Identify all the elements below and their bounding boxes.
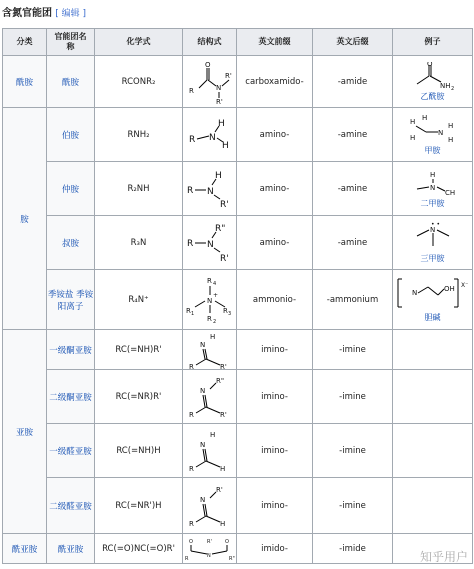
svg-text:H: H xyxy=(209,430,215,439)
svg-text:R': R' xyxy=(215,97,223,104)
group-link[interactable]: 二级酮亚胺 xyxy=(49,392,92,403)
svg-text:N: N xyxy=(437,128,443,137)
col-header: 例子 xyxy=(393,29,473,56)
svg-text:R: R xyxy=(185,306,191,315)
class-link[interactable]: 胺 xyxy=(20,214,29,225)
svg-text:O: O xyxy=(224,538,229,545)
col-header: 官能团名称 xyxy=(47,29,95,56)
structure-cell xyxy=(183,216,237,270)
example-cell xyxy=(393,370,473,424)
structure-cell xyxy=(183,424,237,478)
svg-text:2: 2 xyxy=(450,85,454,90)
group-name-cell xyxy=(47,162,95,216)
svg-text:R: R xyxy=(186,238,193,249)
tertiary-amine-structure xyxy=(186,222,234,264)
prefix-cell: imino- xyxy=(237,370,313,424)
example-cell xyxy=(393,162,473,216)
svg-text:R: R xyxy=(206,276,212,285)
class-cell xyxy=(3,330,47,534)
table-row xyxy=(3,424,473,478)
primary-ketimine-structure xyxy=(188,331,232,369)
svg-text:O: O xyxy=(426,61,433,68)
svg-text:N: N xyxy=(199,440,205,449)
svg-text:NH: NH xyxy=(439,81,450,90)
table-row xyxy=(3,56,473,108)
suffix-cell: -ammonium xyxy=(313,270,393,330)
svg-text:3: 3 xyxy=(227,310,231,317)
col-header: 化学式 xyxy=(95,29,183,56)
group-name-cell xyxy=(47,424,95,478)
example-link[interactable]: 胆碱 xyxy=(424,312,441,322)
group-name-cell xyxy=(47,330,95,370)
prefix-cell: ammonio- xyxy=(237,270,313,330)
col-header: 英文前缀 xyxy=(237,29,313,56)
svg-text:H: H xyxy=(209,332,215,341)
secondary-aldimine-structure xyxy=(188,484,232,528)
svg-text:R': R' xyxy=(219,410,227,419)
group-link[interactable]: 一级醛亚胺 xyxy=(49,446,92,457)
svg-text:H: H xyxy=(429,170,435,179)
prefix-cell: imino- xyxy=(237,478,313,534)
group-link[interactable]: 季铵盐 季铵阳离子 xyxy=(47,289,94,312)
example-link[interactable]: 二甲胺 xyxy=(420,198,445,208)
amide-structure xyxy=(185,60,235,104)
svg-text:R': R' xyxy=(206,538,212,545)
secondary-amine-structure xyxy=(186,169,234,209)
svg-text:• •: • • xyxy=(430,221,440,228)
svg-text:O: O xyxy=(188,538,193,545)
table-row xyxy=(3,270,473,330)
page-title: 含氮官能团 xyxy=(2,8,52,19)
example-cell xyxy=(393,270,473,330)
structure-cell xyxy=(183,270,237,330)
group-name-cell xyxy=(47,270,95,330)
section-title xyxy=(2,4,86,20)
svg-text:+: + xyxy=(212,291,218,299)
example-cell xyxy=(393,330,473,370)
svg-text:4: 4 xyxy=(212,280,216,287)
suffix-cell: -amine xyxy=(313,162,393,216)
svg-text:CH: CH xyxy=(444,188,455,197)
suffix-cell: -amine xyxy=(313,108,393,162)
svg-text:H: H xyxy=(447,121,453,130)
formula-cell: R₄N⁺ xyxy=(95,270,183,330)
structure-cell xyxy=(183,330,237,370)
col-header: 英文后缀 xyxy=(313,29,393,56)
svg-text:1: 1 xyxy=(190,310,194,317)
group-name-cell xyxy=(47,56,95,108)
example-cell xyxy=(393,56,473,108)
group-name-cell xyxy=(47,478,95,534)
group-link[interactable]: 酰亚胺 xyxy=(57,544,84,555)
svg-text:R': R' xyxy=(219,362,227,369)
svg-text:N: N xyxy=(215,83,221,92)
structure-cell xyxy=(183,162,237,216)
class-cell xyxy=(3,56,47,108)
prefix-cell: carboxamido- xyxy=(237,56,313,108)
structure-cell xyxy=(183,108,237,162)
suffix-cell: -imine xyxy=(313,370,393,424)
svg-text:R: R xyxy=(206,314,212,323)
svg-text:H: H xyxy=(217,118,225,129)
group-link[interactable]: 酰胺 xyxy=(61,77,79,88)
svg-text:H: H xyxy=(219,519,225,528)
col-header: 分类 xyxy=(3,29,47,56)
svg-text:N: N xyxy=(429,183,435,192)
svg-text:R: R xyxy=(188,134,195,145)
group-link[interactable]: 一级酮亚胺 xyxy=(49,345,92,356)
table-row xyxy=(3,216,473,270)
svg-text:H: H xyxy=(447,135,453,144)
group-link[interactable]: 伯胺 xyxy=(61,130,79,141)
trimethylamine-structure xyxy=(411,222,455,252)
svg-text:N: N xyxy=(206,239,214,250)
svg-text:H: H xyxy=(421,113,427,122)
svg-text:H: H xyxy=(214,170,222,181)
svg-text:N: N xyxy=(199,386,205,395)
imide-structure xyxy=(185,536,235,562)
prefix-cell: imino- xyxy=(237,424,313,478)
svg-text:R': R' xyxy=(219,253,229,264)
structure-cell xyxy=(183,56,237,108)
example-link[interactable]: 三甲胺 xyxy=(420,253,445,263)
watermark: 知乎用户 xyxy=(419,550,468,564)
svg-text:N: N xyxy=(206,552,211,559)
formula-cell: RC(=NR)R' xyxy=(95,370,183,424)
structure-cell xyxy=(183,534,237,564)
svg-text:R: R xyxy=(186,185,193,196)
svg-text:N: N xyxy=(199,495,205,504)
primary-aldimine-structure xyxy=(188,429,232,473)
suffix-cell: -amine xyxy=(313,216,393,270)
group-name-cell xyxy=(47,216,95,270)
svg-text:R: R xyxy=(188,519,194,528)
class-cell xyxy=(3,534,47,564)
svg-text:R': R' xyxy=(224,71,232,80)
example-link[interactable]: 甲胺 xyxy=(424,145,441,155)
svg-text:R': R' xyxy=(215,485,223,494)
svg-text:H: H xyxy=(221,140,229,151)
svg-text:R: R xyxy=(222,306,228,315)
svg-text:R': R' xyxy=(219,199,229,209)
table-row xyxy=(3,534,473,564)
svg-text:OH: OH xyxy=(443,284,455,293)
svg-text:N: N xyxy=(206,296,212,305)
svg-text:R": R" xyxy=(215,376,224,385)
group-name-cell xyxy=(47,370,95,424)
structure-cell xyxy=(183,370,237,424)
svg-text:R: R xyxy=(188,464,194,473)
suffix-cell: -imine xyxy=(313,478,393,534)
svg-text:N: N xyxy=(199,340,205,349)
svg-text:R: R xyxy=(188,410,194,419)
formula-cell: RC(=O)NC(=O)R' xyxy=(95,534,183,564)
table-row xyxy=(3,162,473,216)
primary-amine-structure xyxy=(187,118,233,152)
functional-group-table xyxy=(2,28,473,564)
header-row xyxy=(3,29,473,56)
svg-text:R: R xyxy=(188,362,194,369)
suffix-cell: -imide xyxy=(313,534,393,564)
example-cell xyxy=(393,478,473,534)
svg-text:R: R xyxy=(184,555,188,562)
svg-text:R: R xyxy=(188,86,194,95)
quaternary-ammonium-structure xyxy=(185,275,235,325)
group-link[interactable]: 叔胺 xyxy=(61,238,79,249)
secondary-ketimine-structure xyxy=(188,375,232,419)
table-row xyxy=(3,108,473,162)
group-link[interactable]: 二级醛亚胺 xyxy=(49,501,92,512)
class-cell xyxy=(3,108,47,330)
group-name-cell xyxy=(47,108,95,162)
svg-text:N: N xyxy=(208,132,216,143)
prefix-cell: amino- xyxy=(237,108,313,162)
svg-text:R": R" xyxy=(228,555,235,562)
prefix-cell: imino- xyxy=(237,330,313,370)
example-cell xyxy=(393,424,473,478)
group-name-cell xyxy=(47,534,95,564)
svg-text:H: H xyxy=(219,464,225,473)
example-link[interactable]: 乙酰胺 xyxy=(420,91,445,101)
example-cell xyxy=(393,108,473,162)
formula-cell: RC(=NH)R' xyxy=(95,330,183,370)
class-link[interactable]: 亚胺 xyxy=(15,427,33,438)
group-link[interactable]: 仲胺 xyxy=(61,184,79,195)
suffix-cell: -imine xyxy=(313,424,393,478)
svg-text:R": R" xyxy=(214,223,225,234)
prefix-cell: amino- xyxy=(237,162,313,216)
svg-text:N: N xyxy=(206,186,214,197)
example-cell xyxy=(393,216,473,270)
prefix-cell: imido- xyxy=(237,534,313,564)
table-row xyxy=(3,370,473,424)
svg-text:O: O xyxy=(204,60,211,69)
svg-text:2: 2 xyxy=(212,318,216,325)
dimethylamine-structure xyxy=(411,169,455,197)
formula-cell: R₃N xyxy=(95,216,183,270)
class-link[interactable]: 酰亚胺 xyxy=(11,544,38,555)
edit-link[interactable]: [ 编辑 ] xyxy=(55,9,86,19)
svg-text:H: H xyxy=(409,133,415,142)
svg-text:N: N xyxy=(429,225,435,234)
svg-text:H: H xyxy=(409,117,415,126)
suffix-cell: -imine xyxy=(313,330,393,370)
prefix-cell: amino- xyxy=(237,216,313,270)
choline-structure xyxy=(396,277,470,311)
formula-cell: RC(=NH)H xyxy=(95,424,183,478)
svg-text:N: N xyxy=(411,288,417,297)
table-row xyxy=(3,478,473,534)
formula-cell: R₂NH xyxy=(95,162,183,216)
suffix-cell: -amide xyxy=(313,56,393,108)
structure-cell xyxy=(183,478,237,534)
formula-cell: RNH₂ xyxy=(95,108,183,162)
svg-text:X⁻: X⁻ xyxy=(460,281,468,289)
col-header: 结构式 xyxy=(183,29,237,56)
formula-cell: RCONR₂ xyxy=(95,56,183,108)
methylamine-structure xyxy=(408,114,458,144)
class-link[interactable]: 酰胺 xyxy=(15,77,33,88)
acetamide-structure xyxy=(411,62,455,90)
formula-cell: RC(=NR')H xyxy=(95,478,183,534)
table-row xyxy=(3,330,473,370)
